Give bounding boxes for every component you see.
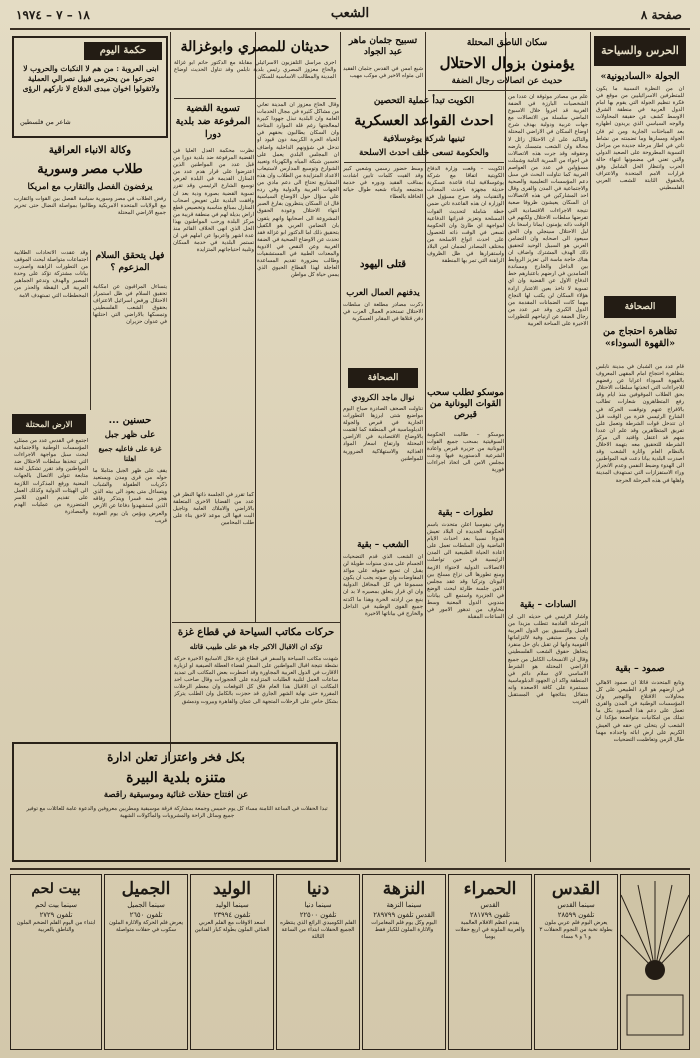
cinema-name: النزهة: [382, 879, 426, 899]
article-body: ذكرت مصادر مطلعة ان سلطات الاحتلال تستخدم العمال العرب في دفن قتلاها في المقابر العسكرية: [343, 302, 423, 323]
article-headline: احدث القواعد العسكرية: [354, 113, 494, 129]
column-rule: [255, 32, 256, 622]
article-body: يتساءل المراقبون عن امكانية تحقيق السلام في ظل استمرار الاحتلال ورفض اسرائيل الاعتراف بحقوق الشعب الفلسطيني وتمسكها بالاراضي التي احتلتها في عدوان حزيران: [93, 284, 167, 326]
hikmat-box: [12, 36, 168, 138]
column-rule: [170, 32, 171, 752]
article-headline: حركات مكاتب السياحة في قطاع غزة: [177, 627, 335, 638]
article-body: اجرى مراسل التلفزيون الاسرائيلي مقابلة مع الدكتور حاتم ابو غزالة والحاج معزوز المصري رئيس بلدية نابلس وقد تناول الحديث اوضاع المدينة والمطالب الاساسية للسكان: [174, 60, 336, 81]
column-rule: [340, 32, 341, 862]
article-headline: الجولة «الساديونية»: [600, 71, 680, 82]
cinema-program: اسعد الاوقات مع الفلم العربي الغنائي الملون بطولة كبار الفنانين: [194, 920, 270, 934]
announcement-headline: بكل فخر واعتزاز تعلن ادارة: [107, 750, 245, 764]
article-rule: [428, 90, 586, 91]
cinema-line: سينما بيت لحم: [35, 901, 77, 909]
article-body: وفي نيقوسيا اعلن متحدث باسم الحكومة الجديدة ان البلاد تعيش هدوءا نسبيا بعد احداث الايام الماضية وان السلطات تعمل على اعادة الحياة الطبيعية الى المدن الرئيسية في حين تواصلت الاتصالات الدولية لاحتواء الازمة ومنع تطورها الى نزاع مسلح بين اليونان وتركيا وقد عقد مجلس الامن جلسة طارئة لبحث الوضع في الجزيرة واستمع الى بيانات مندوبي الدول المعنية وسط مخاوف من تدهور الامور في الساعات المقبلة: [427, 522, 504, 621]
masthead: [0, 0, 700, 28]
cinema-name: الوليد: [213, 879, 251, 899]
cinema-phone: القدس تلفون ٢٨٩٧٩٩: [373, 911, 435, 919]
cinema-program: الفلم الكوميدي الرائع الذي ينتظره الجميع الحفلات ابتداء من الساعة الثالثة: [280, 920, 356, 941]
ads-rule: [10, 868, 690, 870]
announcement-body: تبدا الحفلات في الساعة الثامنة مساء كل يوم خميس وجمعة بمشاركة فرقة موسيقية ومطربين معروفين والدعوة عامة للعائلات مع توفير جميع وسائل الراحة والمشروبات والمأكولات الشهية: [26, 806, 328, 820]
article-kicker: وكالة الانباء العراقية: [48, 145, 132, 156]
article-headline: تسوية القضية المرفوعة ضد بلدية دورا: [175, 103, 251, 140]
article-body: نظرت محكمة العدل العليا في القضية المرفوعة ضد بلدية دورا من قبل عدد من المواطنين الذين اعترضوا على قرار هدم عدد من المنازل القديمة في البلدة لغرض توسيع الشارع الرئيسي وقد تقرر تسوية القضية بصورة ودية بعد ان وافقت البلدية على تعويض اصحاب المنازل بمبالغ مناسبة وتخصيص قطع اراض بديلة لهم في منطقة قريبة من مركز البلدة ورحب المواطنون بهذا الحل الذي انهى الخلاف القائم منذ عدة اشهر واعربوا عن املهم في ان تستمر البلدية في خدمة السكان وتلبية احتياجاتهم المتزايدة: [173, 148, 254, 254]
article-body: وتابع المتحدث قائلا ان صمود الاهالي في ارضهم هو الرد الطبيعي على كل محاولات الاقتلاع والتهجير وان المؤسسات الوطنية في المدن والقرى تعمل على دعم هذا الصمود بكل ما تملك من امكانيات متواضعة مؤكدا ان الشعب لن يتخلى عن حقه في العيش الكريم على ارض ابائه واجداده مهما طال الزمن وتعاظمت التضحيات: [596, 680, 684, 743]
article-rule: [174, 98, 336, 99]
column-rule: [90, 250, 91, 410]
cinema-name: دنيا: [306, 879, 330, 899]
article-headline: تطورات – بقية: [437, 508, 494, 518]
article-body: شهدت مكاتب السياحة والسفر في قطاع غزة خلال الاسابيع الاخيرة حركة نشطة نتيجة اقبال المواطنين على السفر لقضاء العطلة الصيفية او لزيارة الاقارب في الدول العربية المجاورة وقد اضطرت بعض المكاتب الى تمديد ساعات العمل لتلبية الطلبات المتزايدة على الحجوزات وقال صاحب احد المكاتب ان الاقبال هذا العام فاق كل التوقعات وان معظم الرحلات المقررة حتى نهاية الشهر الجاري قد حجزت بالكامل وان الطلب يتركز بشكل خاص على الرحلات المتجهة الى عمان والقاهرة وبيروت ودمشق: [174, 656, 338, 705]
article-body: قام عدد من الشبان في مدينة نابلس بتظاهرة احتجاج امام المقهى المعروف بالقهوة السوداء اعرابا عن رفضهم للاجراءات التي اتخذتها سلطات الاحتلال بحق الطلاب الموقوفين منذ ايام وقد رفع المتظاهرون شعارات تطالب بالافراج عنهم وتوقفت الحركة في الشارع الرئيسي فترة من الوقت قبل ان تتدخل قوات الشرطة وتعمل على تفريق المتظاهرين وقد علم ان عددا منهم قد اعتقل واقتيد الى مركز الشرطة للتحقيق معه بتهمة الاخلال بالنظام العام واثارة الشغب وقد اصدرت البلدية بيانا دعت فيه المواطنين الى الهدوء وضبط النفس وعدم الانجرار وراء الاستفزازات التي تستهدف المدينة واهلها في هذه المرحلة الحرجة: [596, 364, 684, 484]
cinema-ad: [276, 874, 360, 1050]
byline: نوال ماجد الكرودي: [351, 392, 415, 402]
article-headline: يؤمنون بزوال الاحتلال: [439, 54, 575, 72]
article-headline: الشعب – بقية: [357, 540, 409, 550]
cinema-ad: [104, 874, 188, 1050]
article-subheadline: تبنيها شركة يوغوسلافية: [383, 134, 465, 144]
cinema-program: ابتداء من اليوم الفلم الضخم الملون والناطق بالعربية: [16, 920, 96, 934]
announcement-title: متنزه بلدية البيرة: [126, 770, 226, 786]
cinema-name: الحمراء: [463, 879, 517, 899]
article-headline: تظاهرة احتجاج من «القهوة السوداء»: [602, 326, 678, 349]
cinema-ad: [534, 874, 618, 1050]
cinema-line: سينما الوليد: [215, 901, 249, 909]
article-body: وقد عقدت الاتحادات الطلابية اجتماعات متواصلة لبحث الموقف من التطورات الراهنة واصدرت بيانات مشتركة تؤكد على وحدة المصير والهدف وتدعو الجماهير العربية الى اليقظة والحذر من المخططات التي تستهدف الامة: [14, 250, 88, 299]
article-subheadline: حديث عن اتصالات رجال الضفة: [451, 76, 563, 86]
article-kicker: سكان الناطق المحتلة: [466, 38, 548, 48]
article-headline: قتلى اليهود: [360, 259, 406, 270]
article-body: تناولت الصحف الصادرة صباح اليوم مواضيع شتى ابرزها التطورات الجارية في قبرص والجولة الدبلوماسية في المنطقة كما اهتمت بالاوضاع الاقتصادية في الاراضي المحتلة وارتفاع اسعار المواد الغذائية والاستهلاكية الضرورية للمواطنين: [343, 406, 423, 462]
cinema-ad: [190, 874, 274, 1050]
cinema-line: سينما القدس: [557, 901, 595, 909]
article-body: الكويت – وقعت وزارة الدفاع الكويتية اتفاقا مع شركة يوغوسلافية لبناء قاعدة عسكرية حديثة مجهزة باحدث المعدات والتقنيات وقد صرح مسؤول في الوزارة ان هذه القاعدة تاتي ضمن خطة شاملة لتحديث القوات المسلحة وتعزيز قدراتها الدفاعية لمواجهة اي طارئ وان الحكومة تسعى في الوقت ذاته للحصول على احدث انواع الاسلحة من مختلف المصادر لضمان امن البلاد واستقرارها في ظل الظروف الراهنة التي تمر بها المنطقة: [427, 166, 504, 265]
article-body: ان من النظرة النسبية ما يكون للمتطرفين الاسرائيليين من موقع في فكرة تنظيم الجولة التي يقوم بها امام الدول العربية في منطقة الشرق الاوسط كشف عن حقيقة المحاولات والوجه السياسي الذي يريدون اظهاره بعد المباحثات الجارية ومن ثم فان الجولة ومسارها وما تضمنته من نشاط تاتي في اطار مرحلة جديدة من مراحل التسوية المطروحة على الصعيد الدولي والتي تعني في مضمونها انتهاء حالة الحرب وانتظار الحل الشامل وفق قرارات الامم المتحدة والاعتراف بالحقوق الثابتة للشعب العربي الفلسطيني: [596, 86, 684, 192]
column-logo: الحرس والسياحة: [594, 36, 686, 66]
article-rule: [172, 622, 340, 623]
cinema-program: يعرض فلم الحركة والاثارة الملون سكوب في حفلات متواصلة: [109, 920, 183, 934]
article-subheadline: يدفنهم العمال العرب: [346, 288, 420, 298]
cinema-name: بيت لحم: [31, 881, 81, 897]
cinema-ad: [362, 874, 446, 1050]
cinema-phone: تلفون ٢٨١٧٩٩: [469, 911, 511, 919]
article-body: يقف على ظهر الجبل متاملا ما حوله من قرى ومدن ويستعيد ذكريات الطفولة والشباب ويتساءل متى يعود الى بيته الذي هجر منه قسرا ويتذكر رفاقه الذين استشهدوا دفاعا عن الارض والعرض ويؤمن بان يوم العودة قريب: [93, 468, 167, 524]
article-body: وسط حضور رسمي وشعبي كبير وقد القيت كلمات تابين اشادت بمناقب الفقيد ودوره في خدمة مجتمعه وابناء شعبه طوال حياته الحافلة بالعطاء: [343, 166, 423, 201]
hikmat-title: حكمة اليوم: [84, 42, 162, 60]
article-headline: طلاب مصر وسورية: [37, 162, 143, 177]
article-body: موسكو – طالبت الحكومة السوفيتية بسحب جميع القوات اليونانية من جزيرة قبرص واعادة الشرعية الدستورية فيها ودعت مجلس الامن الى اتخاذ اجراءات فورية: [427, 432, 504, 474]
page-number: صفحة ٨: [640, 8, 682, 22]
article-body: رفض الطلاب في مصر وسورية سياسة الفصل بين القوات والتقارب مع الولايات المتحدة الامريكية وطالبوا بمواصلة النضال حتى تحرير جميع الاراضي المحتلة: [14, 196, 166, 217]
cinema-phone: تلفون ٢٢٥٠٠: [299, 911, 337, 919]
article-body: وقال الحاج معزوز ان المدينة تعاني من مشاكل كثيرة في مجال الخدمات العامة وان البلدية تبذل جهودا كبيرة لمعالجتها رغم قلة الموارد المتاحة وان السكان يطالبون بحقهم في الحياة الحرة الكريمة دون قيود او تدخل في شؤونهم الداخلية واضاف ان المجلس البلدي يعمل على تحسين شبكة المياه والكهرباء وتعبيد الشوارع وتوسيع المدارس لاستيعاب الاعداد المتزايدة من الطلاب وان هذه المشاريع تحتاج الى دعم مادي من الجهات العربية والدولية وفي رده على سؤال حول الاوضاع السياسية قال ان السكان ينتظرون بفارغ الصبر انتهاء الاحتلال وعودة الحقوق المشروعة الى اصحابها وانهم يثقون بان التضامن العربي هو الكفيل بتحقيق ذلك اما الدكتور ابو غزالة فقد تحدث عن الاوضاع الصحية في الضفة الغربية وعن النقص في الادوية والمعدات الطبية في المستشفيات وطالب بضرورة تقديم المساعدة العاجلة لهذا القطاع الحيوي الذي يمس حياة كل مواطن: [257, 102, 339, 279]
cinema-program: يعرض اليوم فلم عربي ملون بطولة نخبة من النجوم الحفلات ٣ و ٦ و ٩ مساء: [539, 920, 613, 941]
hikmat-author: شاعر من فلسطين: [20, 118, 71, 126]
cinema-line: القدس: [480, 901, 500, 909]
cinema-ad: [448, 874, 532, 1050]
article-subheadline: على ظهر جبل: [104, 430, 156, 440]
cinema-ad-graphic: [620, 874, 690, 1050]
section-logo-dark: الصحافة: [604, 296, 676, 318]
cinema-program: اليوم وكل يوم فلم المغامرات والاثارة الملون للكبار فقط: [371, 920, 437, 934]
article-rule: [344, 162, 504, 163]
cinema-phone: تلفون ٢٧٢٩: [39, 911, 73, 919]
article-body: اجتمع في القدس عدد من ممثلي المؤسسات الوطنية والاجتماعية لبحث سبل مواجهة الاجراءات التي تتخذها سلطات الاحتلال ضد المواطنين وقد تقرر تشكيل لجنة متابعة تتولى الاتصال بالجهات المعنية ورفع المذكرات اللازمة الى الهيئات الدولية وكذلك العمل على تقديم العون للاسر المتضررة من عمليات الهدم والمصادرة: [14, 438, 88, 515]
column-rule: [590, 32, 591, 862]
article-headline: فهل يتحقق السلام المزعوم ؟: [95, 251, 165, 273]
newspaper-name: الشعب: [330, 6, 370, 21]
section-logo: الصحافة: [348, 368, 418, 388]
article-headline: حسنين ...: [108, 415, 152, 426]
article-headline: موسكو تطلب سحب القوات اليونانية من قبرص: [427, 388, 504, 420]
cinema-phone: تلفون ٢٨٥٩٩: [557, 911, 595, 919]
cinema-program: يقدم اعظم الافلام العالمية والعربية الملونة في اربع حفلات يوميا: [455, 920, 525, 941]
cinema-line: سينما الجميل: [127, 901, 165, 909]
article-headline: صمود – بقية: [615, 663, 665, 674]
cinema-ads-strip: [10, 874, 690, 1050]
sunburst-graphic: [621, 875, 689, 1049]
article-subheadline: والحكومة تسعى خلف احدث الاسلحة: [359, 148, 489, 158]
bireh-announcement: [12, 742, 338, 862]
article-subheadline: غزة على فاعليه جميع اهلنا: [98, 444, 162, 463]
cinema-phone: تلفون ٢٣٩٩٤: [213, 911, 251, 919]
announcement-subtitle: عن افتتاح حفلات غنائية وموسيقية راقصة: [103, 790, 249, 800]
issue-date: ١٨ – ٧ – ١٩٧٤: [16, 8, 90, 22]
article-headline: السادات – بقية: [519, 600, 577, 610]
cinema-name: القدس: [551, 879, 601, 899]
cinema-line: سينما دنيا: [304, 901, 332, 909]
cinema-phone: تلفون ٢٦٥٠: [129, 911, 163, 919]
article-body: واشار الرئيس في حديثه الى ان المرحلة القادمة تتطلب مزيدا من العمل والتنسيق بين الدول العربية وان مصر ستبقى وفية لالتزاماتها القومية وانها لن تقبل باي حل منفرد يتجاهل حقوق الشعب الفلسطيني وقال ان الانسحاب الكامل من جميع الاراضي المحتلة هو الشرط الاساسي لاي سلام دائم في المنطقة واكد ان الجهود الدبلوماسية مستمرة على كافة الاصعدة وانه متفائل بنتائجها في المستقبل القريب: [508, 614, 588, 706]
article-subheadline: تؤكد ان الاقبال الاكبر جاء هو على طبيب قاتله: [189, 642, 323, 651]
cinema-name: الجميل: [121, 879, 171, 899]
hikmat-body: ابنى العروبة : من هم لا النكبات والحروب لا تجرعوا من يحترمى فبيل نصرالي العملية ولاتقولوا اخوان مبدى الدفاع لا ناركهم الرؤى: [22, 64, 160, 93]
masthead-rule: [10, 28, 690, 30]
cinema-line: سينما النزهة: [386, 901, 422, 909]
article-body: شيع امس في القدس جثمان الفقيد الى مثواه الاخير في موكب مهيب: [343, 66, 423, 80]
article-body: ان الشعب الذي قدم التضحيات الجسام على مدى سنوات طويلة لن يقبل ان تضيع حقوقه على موائد المفاوضات وان صوته يجب ان يكون مسموعا في كل المحافل الدولية وان اي قرار يتعلق بمصيره لا بد ان ينبع من ارادته الحرة وهذا ما اكدته جميع القوى الوطنية في الداخل والخارج في بياناتها الاخيرة: [343, 554, 423, 617]
article-kicker: الكويت تبدأ عملية التحصين: [373, 96, 475, 106]
article-body: علم من مصادر موثوقة ان عددا من الشخصيات البارزة في الضفة الغربية قد اجروا خلال الاسبوع الماضي سلسلة من الاتصالات مع جهات عربية ودولية بهدف شرح اوضاع السكان في الاراضي المحتلة والتاكيد على ان الاحتلال زائل لا محالة وان الشعب متمسك بارضه وحقوقه وقد جرت هذه الاتصالات في اجواء من السرية التامة وشملت مسؤولين في عدد من العواصم العربية كما تناولت البحث في سبل دعم المؤسسات التعليمية والصحية والاجتماعية في المدن والقرى وقال احد المشاركين في هذه الاتصالات ان السكان يعيشون ظروفا صعبة نتيجة الاجراءات الاقتصادية التي تفرضها سلطات الاحتلال ولكنهم في الوقت ذاته يؤمنون ايمانا راسخا بان ليل الاحتلال سينجلي وان الحق سيعود الى اصحابه وان التضامن العربي هو السبيل الوحيد لتحقيق ذلك الهدف المشترك واضاف ان هناك حاجة ماسة الى تعزيز الروابط بين الداخل والخارج ومساندة الصامدين في ارضهم باعتبارهم خط الدفاع الاول عن القضية وان اي تسوية لا تاخذ بعين الاعتبار ارادة هؤلاء السكان لن يكتب لها النجاح مهما كانت الضمانات المقدمة من الدول الكبرى وقد عبر عدد من رجال الضفة عن ارتياحهم للتطورات الاخيرة على الساحة العربية: [508, 94, 588, 327]
cinema-ad: [10, 874, 102, 1050]
section-logo-dark: الارض المحتلة: [12, 414, 86, 434]
article-subheadline: يرفضون الفصل والتقارب مع امريكا: [27, 182, 153, 192]
article-headline: تسبيح جثمان ماهر عبد الجواد: [348, 36, 418, 57]
article-body: كما تقرر في الجلسة ذاتها النظر في عدد من القضايا الاخرى المتعلقة بالاراضي والاملاك العامة وتاجيل البت فيها الى موعد لاحق بناء على طلب المحامين: [173, 492, 254, 527]
article-headline: حديثان للمصري وابوغزالة: [180, 39, 330, 55]
